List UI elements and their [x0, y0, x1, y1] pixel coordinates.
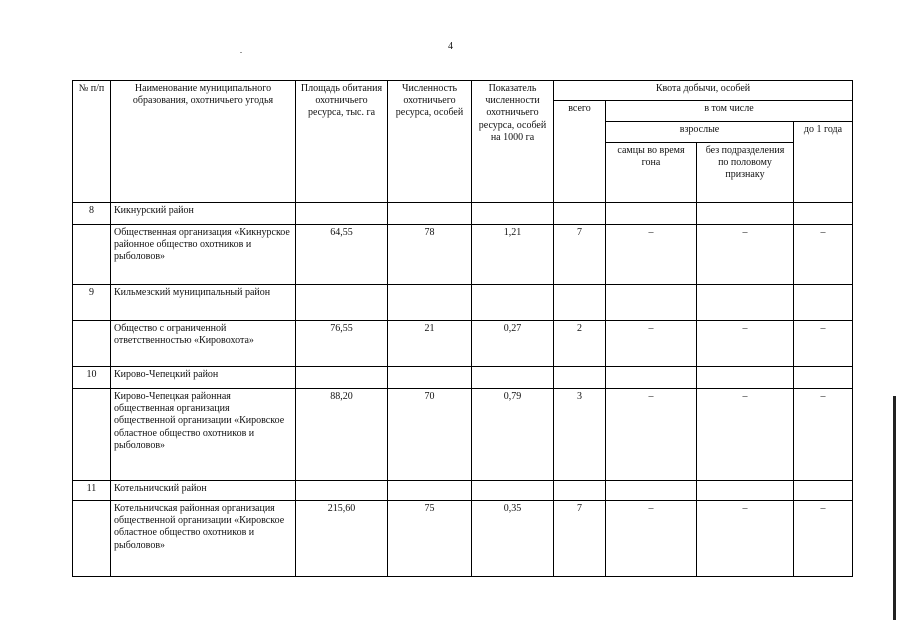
total-value: 3 [554, 389, 606, 481]
count-value: 70 [388, 389, 472, 481]
area-value: 76,55 [296, 321, 388, 367]
males-value: – [606, 389, 697, 481]
males-value: – [606, 225, 697, 285]
header-nosex: без подразделения по половому признаку [697, 143, 794, 203]
count-value: 75 [388, 501, 472, 577]
scan-mark [240, 52, 242, 53]
nosex-value: – [697, 321, 794, 367]
males-value: – [606, 321, 697, 367]
header-density: Показатель численности охотничьего ресурса, особей на 1000 га [472, 81, 554, 203]
under1-value: – [794, 225, 853, 285]
header-area: Площадь обитания охотничьего ресурса, тыс. га [296, 81, 388, 203]
under1-value: – [794, 389, 853, 481]
district-name: Котельничский район [111, 481, 296, 501]
table-row [73, 203, 853, 225]
row-num: 8 [73, 203, 111, 225]
density-value: 0,35 [472, 501, 554, 577]
table-row [73, 481, 853, 501]
organization-name: Кирово-Чепецкая районная общественная организация общественной организации «Кировское областное общество охотников и рыболовов» [111, 389, 296, 481]
scan-edge-line [893, 396, 896, 620]
header-adults: взрослые [606, 122, 794, 143]
density-value: 0,79 [472, 389, 554, 481]
organization-name: Общественная организация «Кикнурское районное общество охотников и рыболовов» [111, 225, 296, 285]
total-value: 7 [554, 225, 606, 285]
quota-table [72, 80, 853, 577]
table-row [73, 321, 853, 367]
row-num: 11 [73, 481, 111, 501]
total-value: 2 [554, 321, 606, 367]
density-value: 1,21 [472, 225, 554, 285]
header-num: № п/п [73, 81, 111, 203]
count-value: 21 [388, 321, 472, 367]
organization-name: Котельничская районная организация общественной организации «Кировское областное общество охотников и рыболовов» [111, 501, 296, 577]
area-value: 215,60 [296, 501, 388, 577]
under1-value: – [794, 501, 853, 577]
nosex-value: – [697, 389, 794, 481]
males-value: – [606, 501, 697, 577]
header-males: самцы во время гона [606, 143, 697, 203]
header-name: Наименование муниципального образования, охотничьего угодья [111, 81, 296, 203]
row-num: 10 [73, 367, 111, 389]
nosex-value: – [697, 225, 794, 285]
district-name: Кирово-Чепецкий район [111, 367, 296, 389]
header-incl: в том числе [606, 101, 853, 122]
organization-name: Общество с ограниченной ответственностью «Кировохота» [111, 321, 296, 367]
total-value: 7 [554, 501, 606, 577]
table-row [73, 389, 853, 481]
district-name: Кикнурский район [111, 203, 296, 225]
page-number: 4 [448, 41, 453, 52]
under1-value: – [794, 321, 853, 367]
header-count: Численность охотничьего ресурса, особей [388, 81, 472, 203]
row-num: 9 [73, 285, 111, 321]
header-total: всего [554, 101, 606, 203]
nosex-value: – [697, 501, 794, 577]
table-row [73, 225, 853, 285]
table-row [73, 367, 853, 389]
density-value: 0,27 [472, 321, 554, 367]
header-quota: Квота добычи, особей [554, 81, 853, 101]
area-value: 64,55 [296, 225, 388, 285]
count-value: 78 [388, 225, 472, 285]
header-under1: до 1 года [794, 122, 853, 203]
area-value: 88,20 [296, 389, 388, 481]
district-name: Кильмезский муниципальный район [111, 285, 296, 321]
table-row [73, 285, 853, 321]
table-row [73, 501, 853, 577]
